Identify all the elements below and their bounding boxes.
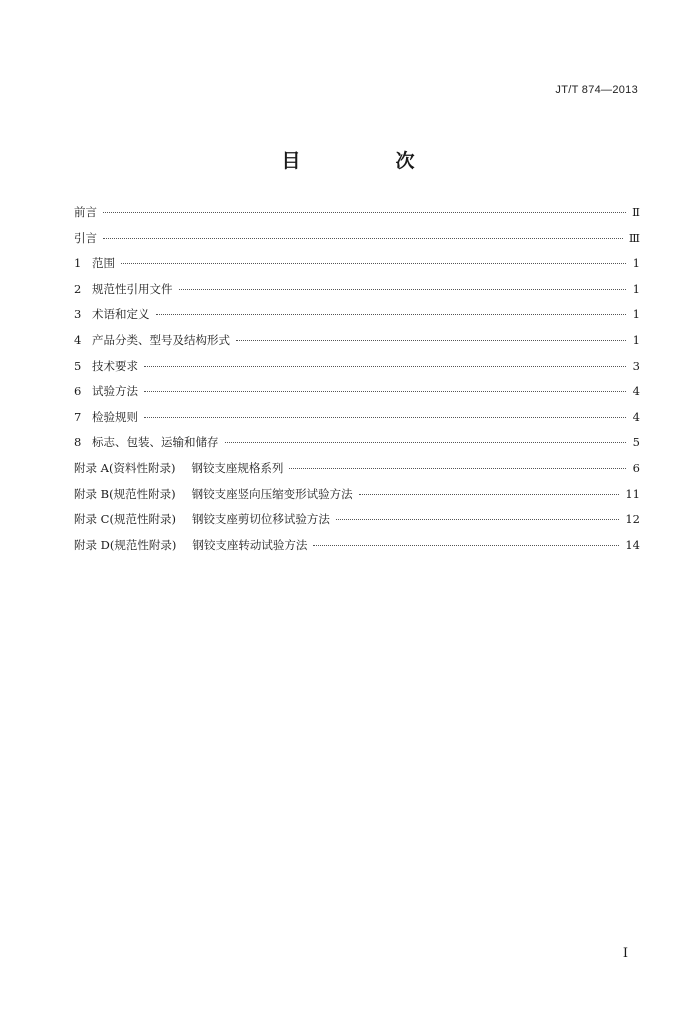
toc-entry-label: 前言 [74,205,97,219]
toc-entry-number: 5 [74,358,82,373]
dot-leader [144,391,626,392]
toc-entry-introduction[interactable] [74,230,640,256]
toc-entry-page: 1 [632,307,640,322]
toc-entry-label: 产品分类、型号及结构形式 [92,332,230,347]
dot-leader [336,519,619,520]
toc-entry-appendix-b[interactable] [74,486,640,512]
toc-entry-page: 5 [632,435,640,450]
toc-entry-section-2[interactable] [74,281,640,307]
toc-entry-number: 7 [74,409,82,424]
toc-entry-appendix-prefix: 附录 C(规范性附录) [74,512,176,527]
toc-entry-number: 1 [74,256,82,271]
toc-entry-section-3[interactable] [74,306,640,332]
toc-entry-section-5[interactable] [74,358,640,384]
page-title: 目 次 [281,150,453,172]
toc-entry-appendix-prefix: 附录 A(资料性附录) [74,460,176,475]
dot-leader [179,289,627,290]
table-of-contents [74,204,640,562]
toc-entry-page: Ⅱ [632,205,640,219]
toc-entry-label: 规范性引用文件 [92,281,173,296]
dot-leader [103,212,626,213]
toc-entry-page: 4 [632,384,640,399]
toc-entry-section-8[interactable] [74,434,640,460]
toc-entry-number: 2 [74,281,82,296]
dot-leader [225,442,627,443]
toc-entry-label: 引言 [74,230,97,245]
toc-entry-foreword[interactable] [74,204,640,230]
toc-entry-appendix-c[interactable] [74,511,640,537]
toc-entry-number: 4 [74,332,82,347]
toc-entry-number: 8 [74,435,82,450]
toc-entry-page: 6 [632,460,640,475]
toc-entry-section-1[interactable] [74,255,640,281]
dot-leader [103,238,623,239]
toc-entry-page: 14 [625,537,640,552]
toc-entry-section-6[interactable] [74,383,640,409]
page-number: Ⅰ [622,946,628,961]
toc-entry-page: 12 [625,512,640,527]
toc-entry-label: 范围 [92,256,115,271]
toc-entry-appendix-d[interactable] [74,537,640,563]
toc-entry-appendix-a[interactable] [74,460,640,486]
toc-entry-label: 试验方法 [92,384,138,399]
toc-entry-label: 钢铰支座规格系列 [191,460,284,475]
toc-entry-label: 钢铰支座剪切位移试验方法 [191,512,330,527]
toc-entry-appendix-prefix: 附录 B(规范性附录) [74,486,176,501]
toc-entry-label: 标志、包装、运输和储存 [92,435,219,450]
dot-leader [289,468,626,469]
toc-entry-label: 钢铰支座转动试验方法 [192,537,308,552]
toc-entry-appendix-prefix: 附录 D(规范性附录) [74,537,177,552]
dot-leader [121,263,626,264]
toc-entry-section-7[interactable] [74,409,640,435]
toc-entry-page: 11 [625,486,640,501]
toc-entry-page: 1 [632,281,640,296]
dot-leader [156,314,627,315]
toc-entry-number: 3 [74,307,82,322]
toc-entry-section-4[interactable] [74,332,640,358]
dot-leader [144,417,626,418]
toc-entry-label: 术语和定义 [92,307,150,322]
toc-entry-page: Ⅲ [628,230,640,245]
dot-leader [236,340,626,341]
standard-code: JT/T 874—2013 [555,84,638,96]
toc-entry-page: 4 [632,409,640,424]
dot-leader [313,545,619,546]
toc-entry-page: 1 [632,332,640,347]
toc-entry-label: 技术要求 [92,358,138,373]
toc-entry-label: 钢铰支座竖向压缩变形试验方法 [191,486,353,501]
toc-entry-label: 检验规则 [92,409,138,424]
toc-entry-page: 1 [632,256,640,271]
toc-entry-page: 3 [632,358,640,373]
toc-entry-number: 6 [74,384,82,399]
dot-leader [359,494,620,495]
dot-leader [144,366,626,367]
